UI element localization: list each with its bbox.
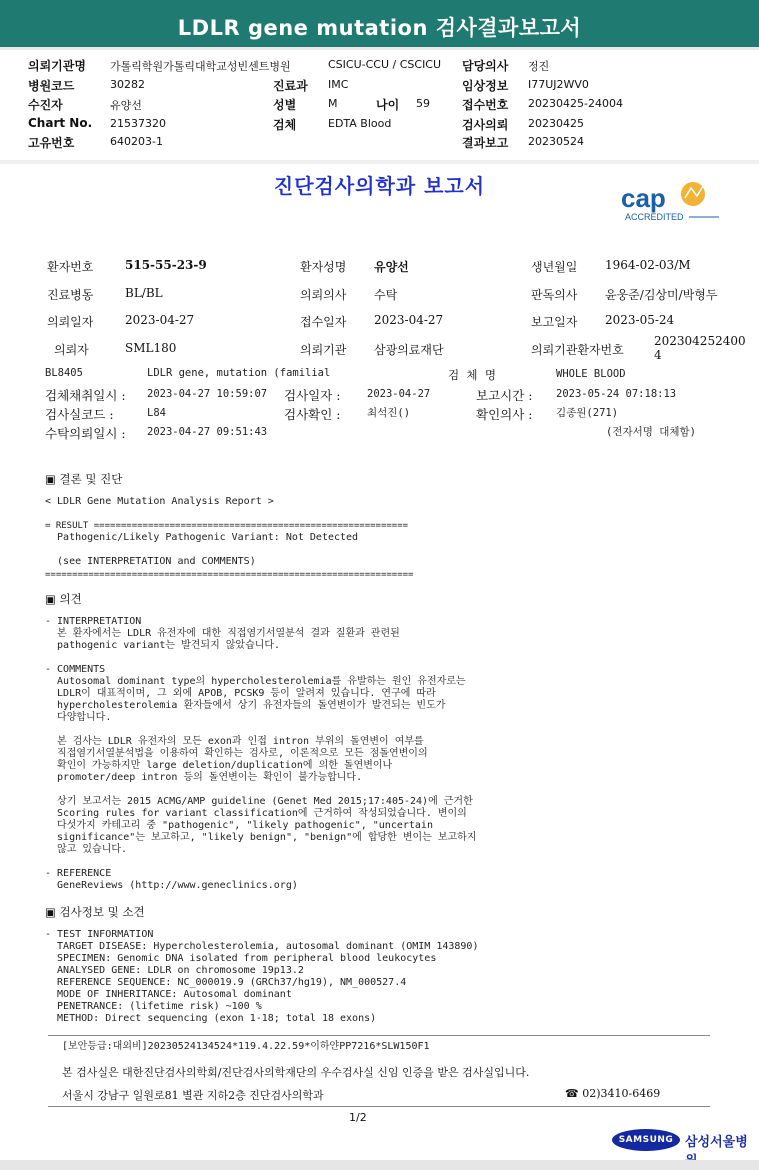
test-specimen-label: 검 체 명 [448,368,496,382]
comment-line-12: significance"는 보고하고, "likely benign", "benign"에 합당한 변이는 보고하지 [45,832,477,843]
req-org-value: 삼광의료재단 [374,343,444,357]
unique-label: 고유번호 [28,136,75,150]
doctor-value: 정진 [528,60,550,73]
cap-logo-text: cap [621,183,666,213]
specimen-value: EDTA Blood [328,117,392,130]
req-inst-label: 의뢰기관명 [28,59,86,73]
report-time-value: 2023-05-24 07:18:13 [556,388,677,400]
chart-label: Chart No. [28,116,93,130]
req-org-pt-value-2: 4 [654,348,662,362]
test-name: LDLR gene, mutation (familial [147,367,331,379]
comment-line-9: 상기 보고서는 2015 ACMG/AMP guideline (Genet Med 2015;17:405-24)에 근거한 [45,796,473,807]
hospital-name: 삼성서울병 [685,1135,748,1150]
comment-line-6: 직접염기서열분석법을 이용하여 확인하는 검사로, 이론적으로 모든 점돌연변이의 [45,748,428,759]
examinee-label: 수진자 [28,98,63,112]
req-date-label: 의뢰일자 [47,315,94,329]
requester-value: SML180 [125,341,177,355]
dept-value: IMC [328,78,349,91]
test-info-line-5: MODE OF INHERITANCE: Autosomal dominant [45,989,292,1000]
dept-label: 진료과 [273,79,308,93]
footer-bottom-rule [48,1106,710,1107]
reference-head: - REFERENCE [45,868,112,879]
req-date-value: 2023-04-27 [125,313,195,327]
read-doctor-label: 판독의사 [531,288,578,302]
lab-address: 서울시 강남구 일원로81 별관 지하2층 진단검사의학과 [62,1089,324,1102]
birth-label: 생년월일 [531,260,578,274]
result-rep-label: 결과보고 [462,136,509,150]
sex-label: 성별 [273,98,297,112]
bottom-bar [0,1160,759,1170]
conclusion-title: ▣ 결론 및 진단 [45,472,123,486]
ward-value: BL/BL [125,286,163,300]
req-org-label: 의뢰기관 [300,343,347,357]
specimen-label: 검체 [273,118,297,132]
req-doctor-label: 의뢰의사 [300,288,347,302]
examinee-value: 유양선 [110,99,142,112]
interp-line-2: pathogenic variant는 발견되지 않았습니다. [45,640,281,651]
comments-head: - COMMENTS [45,664,106,675]
test-info-line-2: SPECIMEN: Genomic DNA isolated from peripheral blood leukocytes [45,953,437,964]
lab-phone: ☎ 02)3410-6469 [565,1087,661,1100]
comment-line-7: 확인이 가능하지만 large deletion/duplication에 의한 돌연변이나 [45,760,393,771]
confirm-doc-label: 확인의사 : [476,407,533,422]
age-label: 나이 [376,98,400,112]
comment-line-5: 본 검사는 LDLR 유전자의 모든 exon과 인접 intron 부위의 돌연변이 여부를 [45,736,424,747]
test-req-label: 검사의뢰 [462,118,509,132]
opinion-title: ▣ 의견 [45,592,82,606]
test-info-title: ▣ 검사정보 및 소견 [45,905,145,919]
cap-accredited-text: ACCREDITED [625,212,684,222]
test-code: BL8405 [45,367,83,379]
ward-label: 진료병동 [47,288,94,302]
section-divider [0,160,759,164]
comment-line-11: 다섯가지 카테고리 중 "pathogenic", "likely pathogenic", "uncertain [45,820,433,831]
chart-value: 21537320 [110,117,166,130]
read-doctor-value: 윤웅준/김상미/박형두 [605,288,718,302]
entrust-value: 2023-04-27 09:51:43 [147,426,268,438]
report-date-value: 2023-05-24 [605,313,675,327]
ward-code-value: CSICU-CCU / CSCICU [328,58,442,71]
req-doctor-value: 수탁 [374,288,398,302]
test-req-value: 20230425 [528,117,584,130]
room-value: L84 [147,407,166,419]
comment-line-2: LDLR이 대표적이며, 그 외에 APOB, PCSK9 등이 알려져 있습니다. 연구에 따라 [45,688,436,699]
page-title: LDLR gene mutation 검사결과보고서 [177,16,582,40]
report-title: 진단검사의학과 보고서 [273,174,486,198]
result-rep-value: 20230524 [528,135,584,148]
req-org-pt-label: 의뢰기관환자번호 [531,343,624,357]
receipt-date-value: 2023-04-27 [374,313,444,327]
comment-line-8: promoter/deep intron 등의 돌연변이는 확인이 불가능합니다. [45,772,363,783]
reference-line-1: GeneReviews (http://www.geneclinics.org) [45,880,298,891]
room-label: 검사실코드 : [45,407,114,422]
collect-value: 2023-04-27 10:59:07 [147,388,268,400]
receipt-no-label: 접수번호 [462,98,509,112]
unique-value: 640203-1 [110,135,163,148]
interp-head: - INTERPRETATION [45,616,142,627]
confirm-doc-value: 김종원(271) [556,407,619,419]
result-line: = RESULT ========================================================== [45,521,409,531]
report-date-label: 보고일자 [531,315,578,329]
esign-note: (전자서명 대체함) [606,426,696,438]
hosp-code-value: 30282 [110,78,145,91]
patient-no-label: 환자번호 [47,260,94,274]
doctor-label: 담당의사 [462,59,509,73]
comment-line-3: hypercholesterolemia 환자들에서 상기 유전자들의 돌연변이가 발견되는 빈도가 [45,700,446,711]
header-banner [0,0,759,50]
see-text: (see INTERPRETATION and COMMENTS) [45,556,256,567]
hosp-code-label: 병원코드 [28,79,75,93]
test-info-head: - TEST INFORMATION [45,929,154,940]
comment-line-1: Autosomal dominant type의 hypercholesterolemia를 유발하는 원인 유전자로는 [45,676,466,687]
confirm-value: 최석진() [367,407,411,419]
test-info-line-7: METHOD: Direct sequencing (exon 1-18; total 18 exons) [45,1013,377,1024]
confirm-label: 검사확인 : [284,407,341,422]
comment-line-13: 않고 있습니다. [45,844,128,855]
requester-label: 의뢰자 [54,343,89,357]
req-org-pt-value-1: 202304252400 [654,334,746,348]
age-value: 59 [416,97,430,110]
test-date-label: 검사일자 : [284,388,341,403]
sex-value: M [328,97,338,110]
test-specimen-value: WHOLE BLOOD [556,368,626,380]
comment-line-4: 다양합니다. [45,712,112,723]
clinical-label: 임상정보 [462,79,509,93]
security-line: [보안등급:대외비]20230524134524*119.4.22.59*이하얀PP7216*SLW150F1 [62,1041,430,1052]
birth-value: 1964-02-03/M [605,258,691,272]
report-name: < LDLR Gene Mutation Analysis Report > [45,496,274,507]
clinical-value: I77UJ2WV0 [528,78,589,91]
patient-name-value: 유양선 [374,260,409,274]
certification-text: 본 검사실은 대한진단검사의학회/진단검사의학재단의 우수검사실 신임 인증을 받은 검사실입니다. [62,1066,530,1079]
entrust-label: 수탁의뢰일시 : [45,426,126,441]
interp-line-1: 본 환자에서는 LDLR 유전자에 대한 직접염기서열분석 결과 질환과 관련된 [45,628,400,639]
report-time-label: 보고시간 : [476,388,533,403]
patient-name-label: 환자성명 [300,260,347,274]
receipt-no-value: 20230425-24004 [528,97,623,110]
cap-accredited-logo [615,178,725,224]
test-date-value: 2023-04-27 [367,388,431,400]
equals-line: ==================================================================== [45,570,414,580]
req-inst-value: 가톨릭학원가톨릭대학교성빈센트병원 [110,60,291,73]
patient-no-value: 515-55-23-9 [125,258,207,272]
test-info-line-6: PENETRANCE: (lifetime risk) ~100 % [45,1001,262,1012]
footer-top-rule [48,1035,710,1036]
collect-label: 검체채취일시 : [45,388,126,403]
test-info-line-3: ANALYSED GENE: LDLR on chromosome 19p13.2 [45,965,304,976]
comment-line-10: Scoring rules for variant classification에 근거하여 작성되었습니다. 변이의 [45,808,467,819]
samsung-logo: SAMSUNG [612,1129,680,1151]
test-info-line-1: TARGET DISEASE: Hypercholesterolemia, autosomal dominant (OMIM 143890) [45,941,479,952]
test-info-line-4: REFERENCE SEQUENCE: NC_000019.9 (GRCh37/hg19), NM_000527.4 [45,977,407,988]
receipt-date-label: 접수일자 [300,315,347,329]
page-number: 1/2 [349,1111,367,1124]
result-text: Pathogenic/Likely Pathogenic Variant: Not Detected [45,532,359,543]
